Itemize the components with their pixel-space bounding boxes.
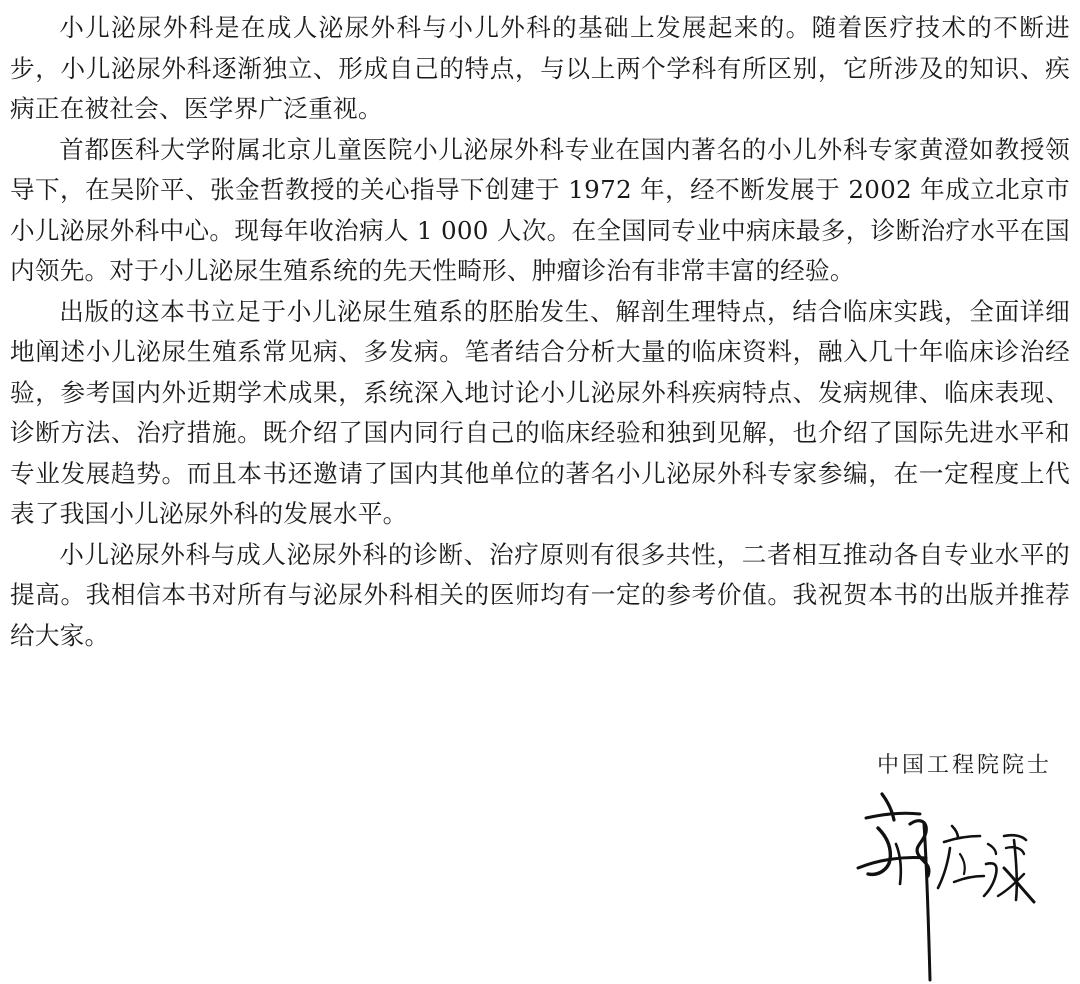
- paragraph-2: 首都医科大学附属北京儿童医院小儿泌尿外科专业在国内著名的小儿外科专家黄澄如教授领导下，在吴阶平、张金哲教授的关心指导下创建于 1972 年，经不断发展于 2002 年成立北京市小儿泌尿外科中心。现每年收治病人 1 000 人次。在全国同专业中病床最多，诊断治疗水平在国内领先。对于小儿泌尿生殖系统的先天性畸形、肿瘤诊治有非常丰富的经验。: [10, 134, 1070, 285]
- paragraph-1: 小儿泌尿外科是在成人泌尿外科与小儿外科的基础上发展起来的。随着医疗技术的不断进步，小儿泌尿外科逐渐独立、形成自己的特点，与以上两个学科有所区别，它所涉及的知识、疾病正在被社会、医学界广泛重视。: [10, 13, 1070, 123]
- paragraph-4: 小儿泌尿外科与成人泌尿外科的诊断、治疗原则有很多共性，二者相互推动各自专业水平的提高。我相信本书对所有与泌尿外科相关的医师均有一定的参考价值。我祝贺本书的出版并推荐给大家。: [10, 539, 1070, 650]
- signatory-title: 中国工程院院士: [876, 753, 1052, 778]
- signature-block: [792, 748, 1052, 978]
- handwritten-signature: [848, 784, 1038, 984]
- preface-body: [10, 8, 1070, 656]
- paragraph-3: 出版的这本书立足于小儿泌尿生殖系的胚胎发生、解剖生理特点，结合临床实践，全面详细地阐述小儿泌尿生殖系常见病、多发病。笔者结合分析大量的临床资料，融入几十年临床诊治经验，参考国内外近期学术成果，系统深入地讨论小儿泌尿外科疾病特点、发病规律、临床表现、诊断方法、治疗措施。既介绍了国内同行自己的临床经验和独到见解，也介绍了国际先进水平和专业发展趋势。而且本书还邀请了国内其他单位的著名小儿泌尿外科专家参编，在一定程度上代表了我国小儿泌尿外科的发展水平。: [10, 296, 1070, 528]
